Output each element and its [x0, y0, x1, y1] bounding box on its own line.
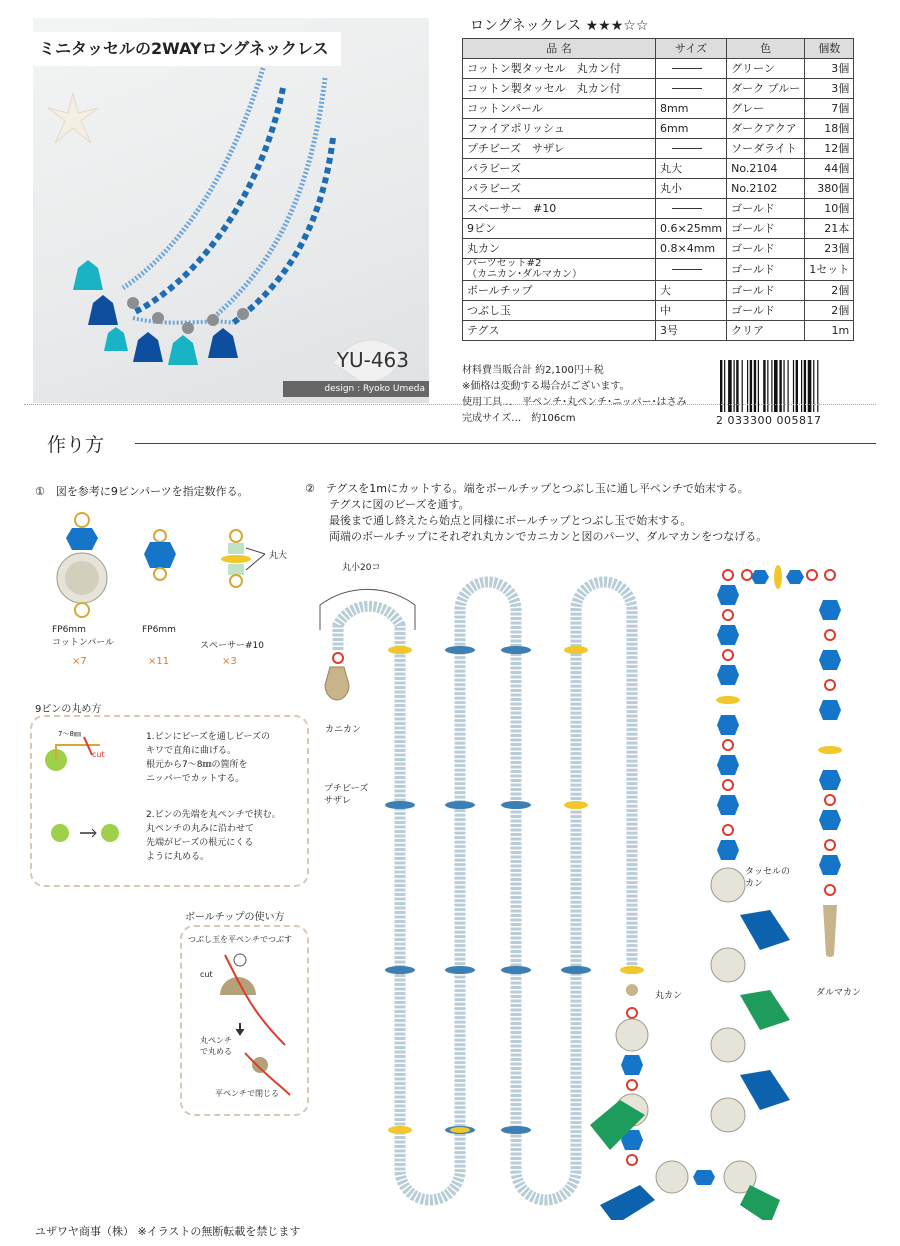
part-color-cell: グリーン	[727, 59, 805, 79]
ballchip-illustration	[185, 945, 300, 1105]
howto-heading: 作り方	[47, 434, 105, 456]
ballchip-title: ボールチップの使い方	[185, 912, 285, 923]
pin-parts-illustration	[40, 510, 300, 620]
table-row	[463, 259, 854, 281]
part-name-cell: パラビーズ	[463, 159, 656, 179]
part-qty-cell: 23個	[805, 239, 854, 259]
part-color-cell: ゴールド	[727, 281, 805, 301]
part-qty-cell: 3個	[805, 59, 854, 79]
table-row	[463, 139, 854, 159]
part-color-cell: ダークアクア	[727, 119, 805, 139]
part-size-cell: 8mm	[656, 99, 727, 119]
finished-size: 完成サイズ… 約106cm	[462, 413, 576, 424]
part-size-cell: 大	[656, 281, 727, 301]
table-row	[463, 99, 854, 119]
section-divider	[24, 404, 876, 405]
step-1-text: ① 図を参考に9ピンパーツを指定数作る。	[35, 485, 249, 498]
part-color-cell: グレー	[727, 99, 805, 119]
part-color-cell: ゴールド	[727, 301, 805, 321]
pin-part-1-qty: ×7	[72, 656, 87, 667]
part-name-cell: スペーサー #10	[463, 199, 656, 219]
part-qty-cell: 44個	[805, 159, 854, 179]
table-row	[463, 59, 854, 79]
part-name-cell: コットン製タッセル 丸カン付	[463, 59, 656, 79]
tools-used: 使用工具… 平ペンチ･丸ペンチ･ニッパー･はさみ	[462, 397, 687, 408]
pin-part-3-qty: ×3	[222, 656, 237, 667]
puchi-sazare-label: プチビーズ サザレ	[324, 784, 369, 806]
ballchip-round-label: 丸ペンチ で丸める	[200, 1036, 232, 1056]
heading-rule	[135, 443, 876, 444]
pin-part-pearl	[57, 513, 107, 617]
kanikan-label: カニカン	[325, 725, 362, 735]
part-name-cell: コットンパール	[463, 99, 656, 119]
part-size-cell: 丸小	[656, 179, 727, 199]
table-row	[463, 281, 854, 301]
maru-dai-label: 丸大	[269, 551, 288, 561]
table-row	[463, 219, 854, 239]
part-size-cell: 3号	[656, 321, 727, 341]
parts-table-body	[463, 59, 854, 341]
price-note: ※価格は変動する場合がございます。	[462, 381, 630, 392]
pin-part-fp	[144, 530, 176, 580]
pendant-right	[711, 565, 842, 1132]
darumakan-label: ダルマカン	[816, 988, 862, 998]
part-size-cell	[656, 259, 727, 281]
table-row	[463, 159, 854, 179]
part-color-cell: No.2104	[727, 159, 805, 179]
part-name-cell: ファイアポリッシュ	[463, 119, 656, 139]
tassel-kan-label: タッセルの カン	[745, 867, 791, 889]
parts-table-title: ロングネックレス ★★★☆☆	[470, 18, 649, 34]
part-name-cell: つぶし玉	[463, 301, 656, 321]
part-size-cell: 0.8×4mm	[656, 239, 727, 259]
pin-part-2-qty: ×11	[148, 656, 170, 667]
necklace-diagram	[300, 555, 880, 1220]
product-code: YU-463	[336, 348, 409, 372]
part-size-cell	[656, 79, 727, 99]
part-name-cell: 9ピン	[463, 219, 656, 239]
pin-part-spacer	[221, 530, 265, 587]
part-color-cell: ゴールド	[727, 239, 805, 259]
table-row	[463, 301, 854, 321]
part-qty-cell: 12個	[805, 139, 854, 159]
maru-sho-20-label: 丸小20コ	[342, 563, 381, 573]
step-2-line-1: ② テグスを1mにカットする。端をボールチップとつぶし玉に通し平ペンチで始末する。	[305, 482, 749, 495]
part-qty-cell: 7個	[805, 99, 854, 119]
part-name-cell: プチビーズ サザレ	[463, 139, 656, 159]
part-color-cell: ゴールド	[727, 219, 805, 239]
pin-howto-title: 9ピンの丸め方	[35, 704, 102, 715]
parts-table	[462, 38, 854, 341]
part-qty-cell: 1セット	[805, 259, 854, 281]
price-total: 材料費当販合計 約2,100円＋税	[462, 365, 604, 376]
part-name-cell: 丸カン	[463, 239, 656, 259]
designer-credit: design : Ryoko Umeda	[283, 381, 429, 397]
part-size-cell	[656, 59, 727, 79]
ballchip-close-label: 平ペンチで閉じる	[215, 1089, 279, 1098]
part-name-cell: テグス	[463, 321, 656, 341]
header-name: 品 名	[463, 39, 656, 59]
part-size-cell	[656, 139, 727, 159]
dash-mark	[672, 208, 702, 209]
dash-mark	[672, 68, 702, 69]
pin-part-3-label: スペーサー#10	[200, 641, 264, 651]
part-name-cell: パーツセット#2 （カニカン･ダルマカン）	[463, 259, 656, 281]
starfish-icon	[48, 93, 98, 143]
dash-mark	[672, 269, 702, 270]
pin-step-1: 1.ピンにビーズを通しビーズの キワで直角に曲げる。 根元から7〜8㎜の箇所を ニッパーでカットする。	[146, 732, 270, 784]
pin-measure-label: 7〜8㎜	[58, 730, 81, 738]
part-name-cell: ボールチップ	[463, 281, 656, 301]
part-name-cell: パラビーズ	[463, 179, 656, 199]
product-photo	[33, 18, 429, 403]
ballchip-note: つぶし玉を平ペンチでつぶす	[188, 935, 292, 944]
pin-cut-label: cut	[92, 750, 105, 759]
part-qty-cell: 10個	[805, 199, 854, 219]
dash-mark	[672, 148, 702, 149]
table-row	[463, 239, 854, 259]
table-row	[463, 179, 854, 199]
step-2-line-3: 最後まで通し終えたら始点と同様にボールチップとつぶし玉で始末する。	[329, 514, 692, 527]
part-color-cell: ゴールド	[727, 259, 805, 281]
part-color-cell: ダーク ブルー	[727, 79, 805, 99]
pendant-left	[616, 984, 756, 1193]
pin-part-2-label: FP6mm	[142, 625, 176, 635]
barcode-image	[720, 360, 855, 418]
header-size: サイズ	[656, 39, 727, 59]
part-size-cell	[656, 199, 727, 219]
necklace-photo-illustration	[33, 18, 429, 403]
table-row	[463, 321, 854, 341]
table-row	[463, 119, 854, 139]
barcode-number: 2 033300 005817	[716, 414, 822, 427]
pin-part-1-label: FP6mm コットンパール	[52, 625, 115, 648]
header-color: 色	[727, 39, 805, 59]
part-size-cell: 6mm	[656, 119, 727, 139]
part-qty-cell: 380個	[805, 179, 854, 199]
header-qty: 個数	[805, 39, 854, 59]
part-qty-cell: 2個	[805, 301, 854, 321]
pin-step-2: 2.ピンの先端を丸ペンチで挟む。 丸ペンチの丸みに沿わせて 先端がビーズの根元にくる ように丸める。	[146, 810, 281, 862]
part-size-cell: 中	[656, 301, 727, 321]
part-qty-cell: 18個	[805, 119, 854, 139]
part-size-cell: 丸大	[656, 159, 727, 179]
part-size-cell: 0.6×25mm	[656, 219, 727, 239]
table-row	[463, 79, 854, 99]
table-header-row	[463, 39, 854, 59]
part-color-cell: ソーダライト	[727, 139, 805, 159]
photo-title: ミニタッセルの2WAYロングネックレス	[33, 32, 341, 66]
ballchip-cut-label: cut	[200, 970, 213, 979]
part-color-cell: ゴールド	[727, 199, 805, 219]
step-2-line-2: テグスに図のビーズを通す。	[329, 498, 470, 511]
step-2-line-4: 両端のボールチップにそれぞれ丸カンでカニカンと図のパーツ、ダルマカンをつなげる。	[329, 530, 768, 543]
pin-howto-illustration	[40, 725, 140, 855]
part-name-cell: コットン製タッセル 丸カン付	[463, 79, 656, 99]
footer-text: ユザワヤ商事（株） ※イラストの無断転載を禁じます	[35, 1225, 301, 1238]
part-qty-cell: 1m	[805, 321, 854, 341]
part-qty-cell: 3個	[805, 79, 854, 99]
table-row	[463, 199, 854, 219]
dash-mark	[672, 88, 702, 89]
marukan-label: 丸カン	[655, 991, 683, 1001]
part-qty-cell: 2個	[805, 281, 854, 301]
part-color-cell: クリア	[727, 321, 805, 341]
part-qty-cell: 21本	[805, 219, 854, 239]
part-color-cell: No.2102	[727, 179, 805, 199]
